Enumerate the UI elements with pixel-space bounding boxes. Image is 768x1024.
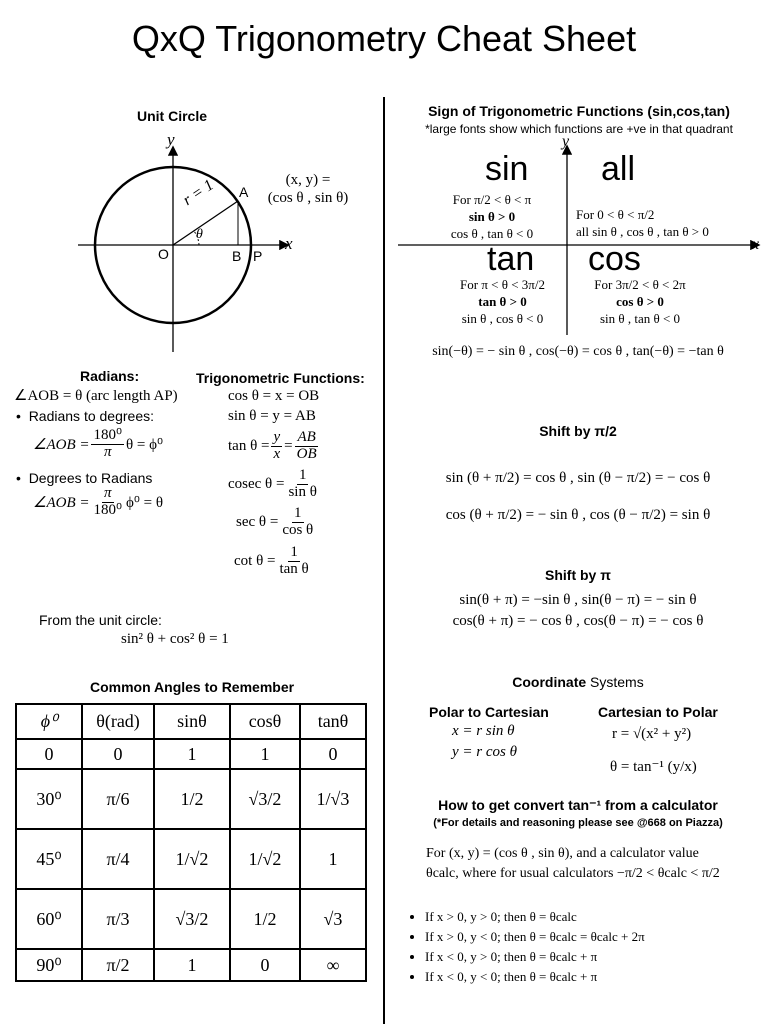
tan-calc-intro-line1: For (x, y) = (cos θ , sin θ), and a calculator value xyxy=(426,846,699,861)
table-cell: 1 xyxy=(154,739,230,769)
list-item: • If x < 0, y > 0; then θ = θcalc + π xyxy=(425,947,645,966)
tan-calc-note: (*For details and reasoning please see @668 on Piazza) xyxy=(433,817,723,829)
table-cell: 0 xyxy=(300,739,366,769)
table-cell: 1/2 xyxy=(154,769,230,829)
tan-calc-heading: How to get convert tan⁻¹ from a calculator xyxy=(438,797,718,813)
table-cell: √3/2 xyxy=(154,889,230,949)
table-cell: √3 xyxy=(300,889,366,949)
shift-pi-line1: sin(θ + π) = −sin θ , sin(θ − π) = − sin θ xyxy=(459,592,697,608)
quadrant3-big: tan xyxy=(487,240,535,278)
negative-angle-identity: sin(−θ) = − sin θ , cos(−θ) = cos θ , tan(−θ) = −tan θ xyxy=(432,344,724,359)
signs-note: *large fonts show which functions are +ve in that quadrant xyxy=(425,122,733,136)
unit-circle-heading: Unit Circle xyxy=(137,108,208,124)
shift-pi-heading: Shift by π xyxy=(545,567,611,583)
table-cell: π/3 xyxy=(82,889,154,949)
shift-half-pi-line2: cos (θ + π/2) = − sin θ , cos (θ − π/2) = sin θ xyxy=(445,507,711,523)
list-item: • If x > 0, y > 0; then θ = θcalc xyxy=(425,907,645,926)
bullet-deg-to-rad: • Degrees to Radians xyxy=(16,470,153,486)
table-cell: 1 xyxy=(230,739,300,769)
trig-functions-heading: Trigonometric Functions: xyxy=(196,370,365,386)
column-divider xyxy=(383,97,385,1024)
quadrant4-big: cos xyxy=(588,240,641,278)
tan-calc-cases xyxy=(405,907,645,987)
table-header-row xyxy=(16,704,366,739)
shift-half-pi-heading: Shift by π/2 xyxy=(539,423,617,439)
table-row xyxy=(16,889,366,949)
table-cell: 0 xyxy=(230,949,300,981)
list-item: • If x < 0, y < 0; then θ = θcalc + π xyxy=(425,967,645,986)
table-cell: 45⁰ xyxy=(16,829,82,889)
table-cell: √3/2 xyxy=(230,769,300,829)
cartesian-to-polar-theta: θ = tan⁻¹ (y/x) xyxy=(610,759,697,775)
coordinate-definition: (x, y) = (cos θ , sin θ) xyxy=(267,172,349,206)
table-cell: 0 xyxy=(82,739,154,769)
sec-definition: sec θ = $\frac{1}{\text{cos θ}}$ xyxy=(236,505,314,538)
rad-to-deg-equation: ∠AOB = $\frac{\text{180⁰}}{\pi}$ θ = ϕ⁰ xyxy=(33,427,164,460)
header-cell: tanθ xyxy=(300,704,366,739)
y-axis-label: y xyxy=(167,130,175,149)
cartesian-to-polar-title: Cartesian to Polar xyxy=(598,704,718,720)
table-cell: 30⁰ xyxy=(16,769,82,829)
tan-definition: tan θ = $\frac{y}{x}$ = $\frac{AB}{OB}$ xyxy=(228,429,317,462)
table-row xyxy=(16,769,366,829)
table-row xyxy=(16,829,366,889)
table-cell: π/6 xyxy=(82,769,154,829)
cosec-definition: cosec θ = $\frac{1}{\text{sin θ}}$ xyxy=(228,467,317,500)
quadrant3-details: For π < θ < 3π/2 tan θ > 0 sin θ , cos θ < 0 xyxy=(460,277,545,326)
bullet-rad-to-deg: • Radians to degrees: xyxy=(16,408,154,424)
cos-definition: cos θ = x = OB xyxy=(228,388,320,404)
origin-label: O xyxy=(158,246,169,262)
table-cell: 1 xyxy=(154,949,230,981)
table-cell: 1 xyxy=(300,829,366,889)
shift-pi-line2: cos(θ + π) = − cos θ , cos(θ − π) = − cos θ xyxy=(452,613,704,629)
quadrant4-details: For 3π/2 < θ < 2π cos θ > 0 sin θ , tan θ < 0 xyxy=(594,277,686,326)
tan-calc-intro-line2: θcalc, where for usual calculators −π/2 < θcalc < π/2 xyxy=(426,866,720,881)
table-cell: 1/√2 xyxy=(154,829,230,889)
sin-definition: sin θ = y = AB xyxy=(228,408,316,424)
table-cell: 1/√2 xyxy=(230,829,300,889)
point-p-label: P xyxy=(253,248,263,264)
list-item: • If x > 0, y < 0; then θ = θcalc = θcalc + 2π xyxy=(425,927,645,946)
radius-label: r = 1 xyxy=(180,176,217,210)
quadrant-x-label: x xyxy=(752,236,760,253)
quadrant2-big: sin xyxy=(485,150,529,188)
polar-to-cartesian-y: y = r cos θ xyxy=(452,744,517,760)
theta-label: θ xyxy=(196,227,203,242)
table-cell: ∞ xyxy=(300,949,366,981)
cartesian-to-polar-r: r = √(x² + y²) xyxy=(612,726,692,742)
pythag-identity: sin² θ + cos² θ = 1 xyxy=(121,631,229,647)
quadrant-y-label: y xyxy=(562,133,570,150)
header-cell: sinθ xyxy=(154,704,230,739)
radians-definition: ∠AOB = θ (arc length AP) xyxy=(14,388,178,404)
table-cell: 0 xyxy=(16,739,82,769)
header-cell: θ(rad) xyxy=(82,704,154,739)
page-title: QxQ Trigonometry Cheat Sheet xyxy=(131,18,637,59)
radius-line xyxy=(173,201,238,245)
table-cell: π/2 xyxy=(82,949,154,981)
table-cell: 1/2 xyxy=(230,889,300,949)
table-cell: 1/√3 xyxy=(300,769,366,829)
quadrant1-details: For 0 < θ < π/2 all sin θ , cos θ , tan θ > 0 xyxy=(576,207,709,239)
point-a-label: A xyxy=(239,184,249,200)
polar-to-cartesian-x: x = r sin θ xyxy=(452,723,515,739)
table-cell: 90⁰ xyxy=(16,949,82,981)
coordinate-systems-heading: Coordinate Systems xyxy=(512,674,644,690)
header-cell: cosθ xyxy=(230,704,300,739)
deg-to-rad-equation: ∠AOB = $\frac{\pi}{\text{180⁰}}$ ϕ⁰ = θ xyxy=(33,485,164,518)
table-row xyxy=(16,739,366,769)
cot-definition: cot θ = $\frac{1}{\text{tan θ}}$ xyxy=(234,544,309,577)
shift-half-pi-line1: sin (θ + π/2) = cos θ , sin (θ − π/2) = − cos θ xyxy=(445,470,711,486)
unit-circle-diagram xyxy=(75,130,305,360)
table-cell: 60⁰ xyxy=(16,889,82,949)
angles-table-heading: Common Angles to Remember xyxy=(90,679,295,695)
point-b-label: B xyxy=(232,248,242,264)
header-cell: ϕ⁰ xyxy=(16,704,82,739)
polar-to-cartesian-title: Polar to Cartesian xyxy=(429,704,549,720)
table-cell: π/4 xyxy=(82,829,154,889)
quadrant1-big: all xyxy=(601,150,636,188)
common-angles-table xyxy=(15,703,367,982)
signs-heading: Sign of Trigonometric Functions (sin,cos,tan) xyxy=(428,103,730,119)
pythag-label: From the unit circle: xyxy=(39,612,162,628)
x-axis-label: x xyxy=(285,234,293,253)
table-row xyxy=(16,949,366,981)
quadrant2-details: For π/2 < θ < π sin θ > 0 cos θ , tan θ < 0 xyxy=(450,192,534,241)
radians-heading: Radians: xyxy=(80,368,140,384)
